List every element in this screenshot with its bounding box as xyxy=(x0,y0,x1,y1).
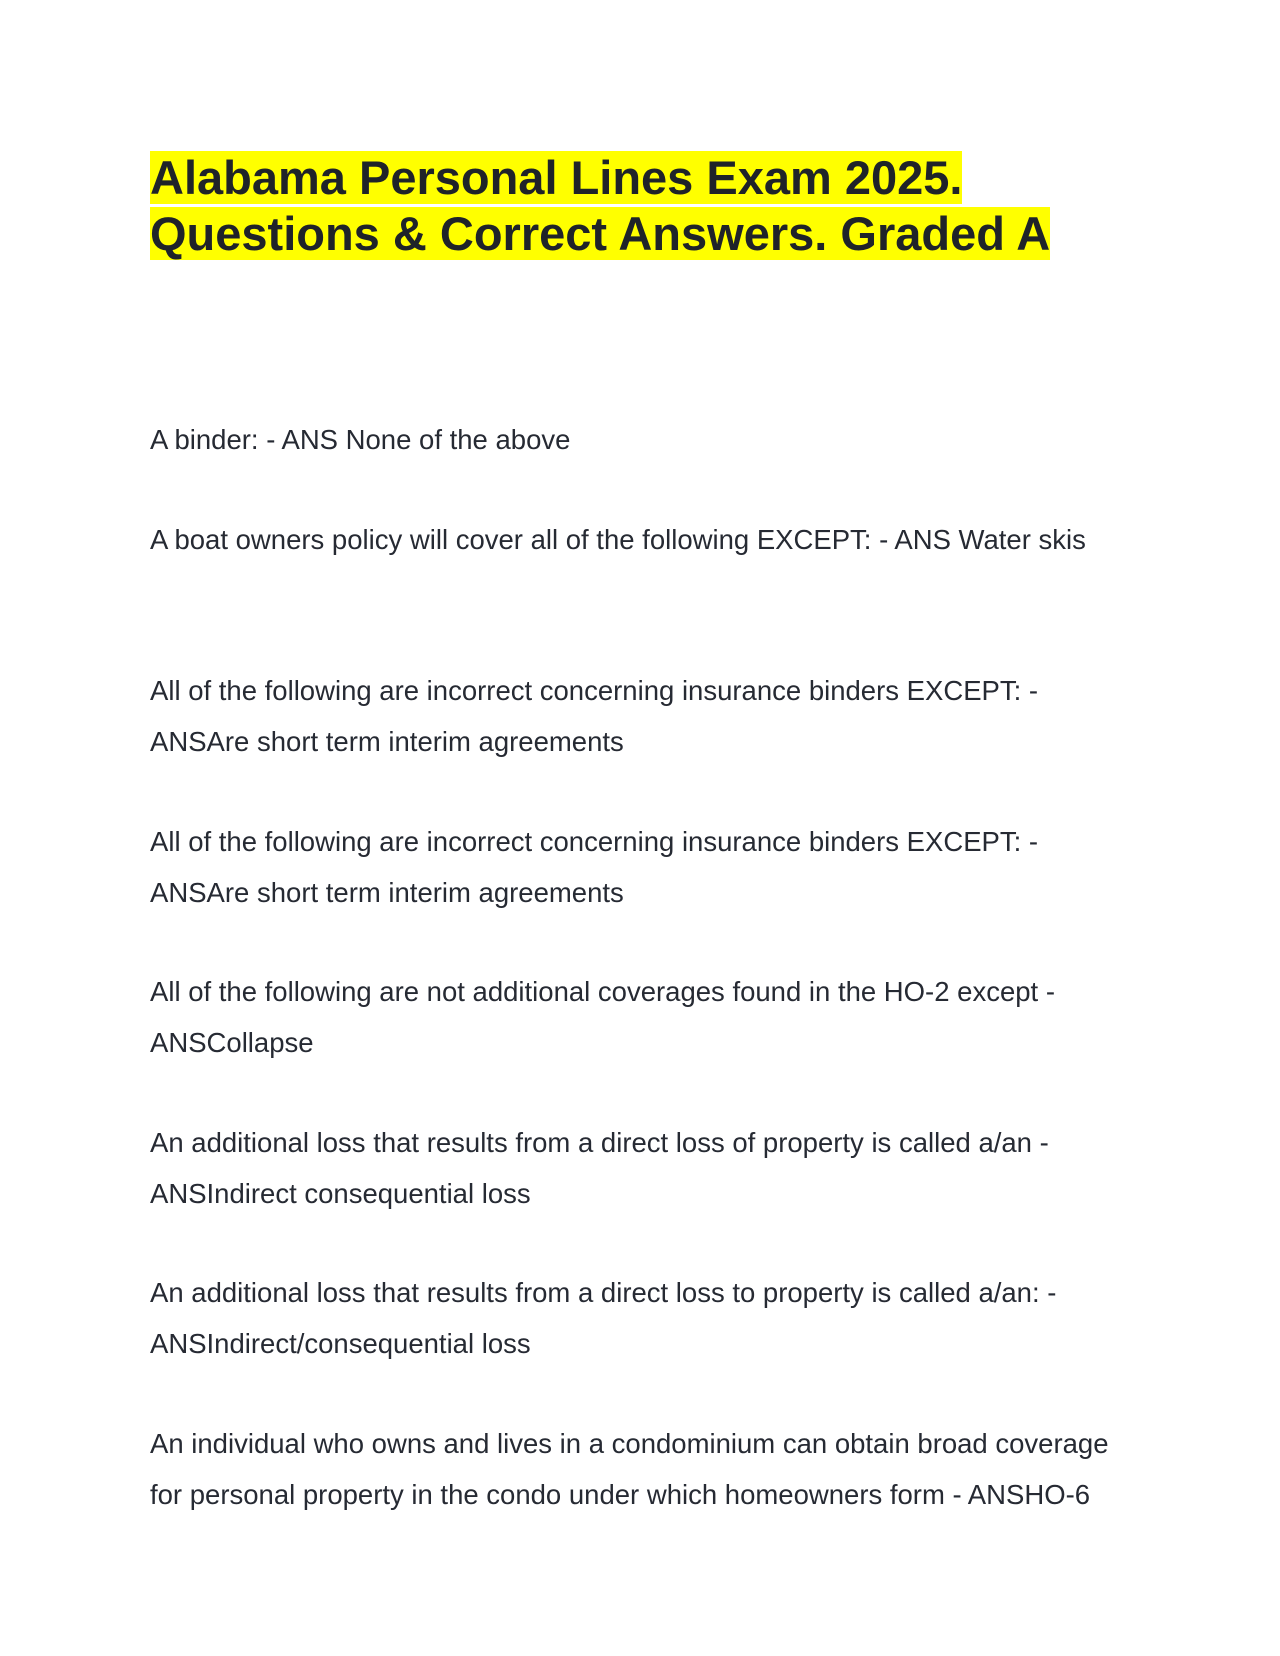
title-line-1: Alabama Personal Lines Exam 2025. xyxy=(150,151,963,204)
document-title xyxy=(150,150,1130,262)
qa-item-8: An individual who owns and lives in a condominium can obtain broad coverage for personal property in the condo under which homeowners form - ANSHO-6 xyxy=(150,1428,1109,1510)
qa-item-2: A boat owners policy will cover all of the following EXCEPT: - ANS Water skis xyxy=(150,524,1086,555)
qa-item-5: All of the following are not additional coverages found in the HO-2 except - ANSCollapse xyxy=(150,976,1055,1058)
qa-item-4: All of the following are incorrect concerning insurance binders EXCEPT: - ANSAre short term interim agreements xyxy=(150,826,1039,908)
qa-item-7: An additional loss that results from a direct loss to property is called a/an: - ANSIndirect/consequential loss xyxy=(150,1277,1057,1359)
title-line-2: Questions & Correct Answers. Graded A xyxy=(150,207,1051,260)
qa-item-3: All of the following are incorrect concerning insurance binders EXCEPT: - ANSAre short term interim agreements xyxy=(150,675,1039,757)
qa-item-1: A binder: - ANS None of the above xyxy=(150,424,571,455)
qa-item-6: An additional loss that results from a direct loss of property is called a/an - ANSIndirect consequential loss xyxy=(150,1127,1049,1209)
document-page xyxy=(150,150,1130,1510)
